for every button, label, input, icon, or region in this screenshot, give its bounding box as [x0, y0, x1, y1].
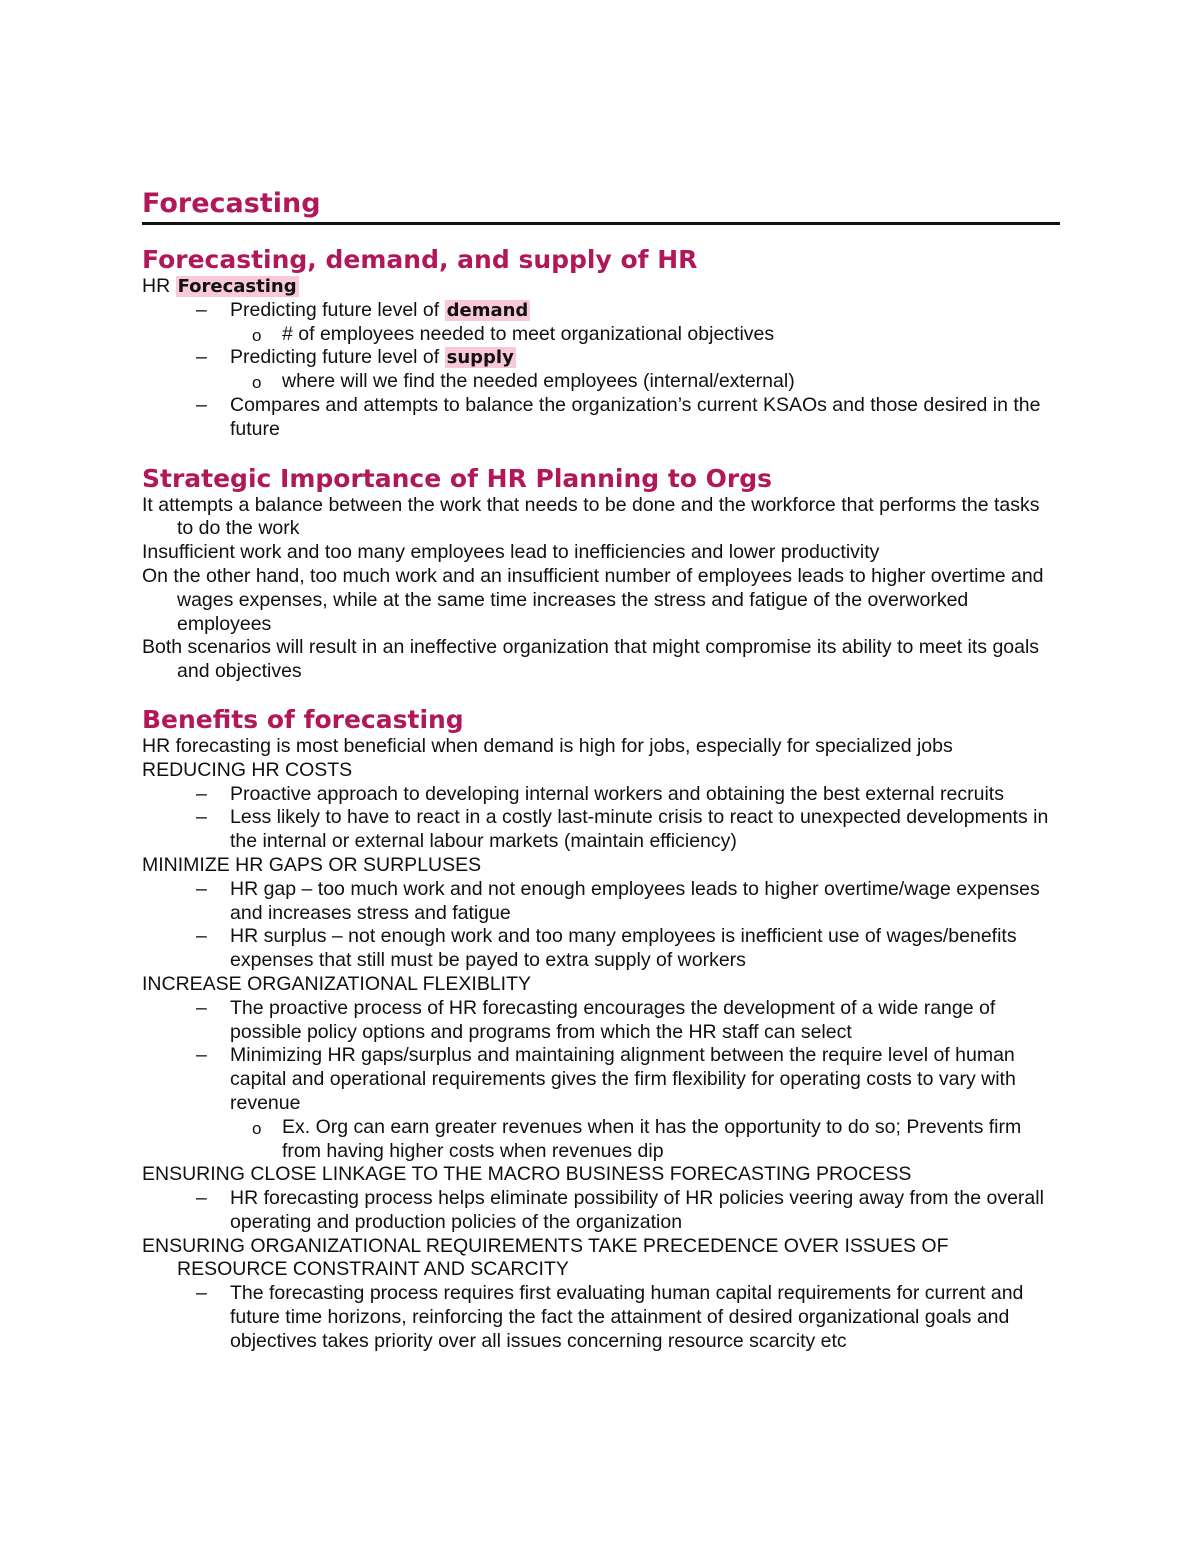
highlight-term-forecasting: Forecasting: [177, 276, 297, 297]
dash-marker: –: [196, 782, 207, 805]
group-label-minimize-gaps: MINIMIZE HR GAPS OR SURPLUSES: [142, 853, 482, 876]
circle-marker: o: [252, 1118, 262, 1138]
dash-marker: –: [196, 925, 207, 948]
intro-line: [142, 275, 1060, 299]
intro-prefix: HR: [142, 275, 176, 297]
dash-marker: –: [196, 877, 207, 900]
bullet-item: [142, 806, 1060, 854]
section-heading-benefits: Benefits of forecasting: [142, 704, 464, 734]
bullet-demand: [142, 299, 1060, 323]
sub-bullet-employees-needed: [142, 323, 1060, 347]
paragraph: It attempts a balance between the work that needs to be done and the workforce that performs the tasks to do the work: [142, 493, 1040, 540]
dash-marker: –: [196, 1044, 207, 1067]
bullet-text: Compares and attempts to balance the organization’s current KSAOs and those desired in the future: [230, 393, 1041, 440]
bullet-text: Minimizing HR gaps/surplus and maintaining alignment between the require level of human capital and operational requirements gives the firm flexibility for operating costs to vary with revenue: [230, 1044, 1016, 1114]
sub-bullet-text: where will we find the needed employees (internal/external): [282, 370, 795, 393]
dash-marker: –: [196, 1187, 207, 1210]
bullet-compares-balance: [142, 394, 1060, 442]
dash-marker: –: [196, 298, 207, 321]
bullet-text: The proactive process of HR forecasting encourages the development of a wide range of possible policy options and programs from which the HR staff can select: [230, 996, 996, 1043]
bullet-item: [142, 1282, 1060, 1353]
bullet-item: [142, 925, 1060, 973]
bullet-text: The forecasting process requires first evaluating human capital requirements for current and future time horizons, reinforcing the fact the attainment of desired organizational goals and objectives takes priority over all issues concerning resource scarcity etc: [230, 1282, 1024, 1352]
dash-marker: –: [196, 1282, 207, 1305]
highlight-term-demand: demand: [446, 299, 529, 321]
bullet-supply: [142, 346, 1060, 370]
group-label-flexibility: INCREASE ORGANIZATIONAL FLEXIBLITY: [142, 972, 532, 995]
dash-marker: –: [196, 996, 207, 1019]
document-title: Forecasting: [142, 188, 1060, 225]
dash-marker: –: [196, 806, 207, 829]
bullet-item: [142, 997, 1060, 1045]
sub-bullet-text: # of employees needed to meet organizational objectives: [282, 322, 775, 345]
sub-bullet-where-find: [142, 370, 1060, 394]
dash-marker: –: [196, 393, 207, 416]
group-label-requirements-precedence: ENSURING ORGANIZATIONAL REQUIREMENTS TAKE PRECEDENCE OVER ISSUES OF RESOURCE CONSTRAINT AND SCARCITY: [142, 1234, 949, 1281]
paragraph: Insufficient work and too many employees lead to inefficiencies and lower productivity: [142, 541, 880, 564]
document-content: [142, 188, 1060, 1354]
bullet-text: HR surplus – not enough work and too many employees is inefficient use of wages/benefits expenses that still must be payed to extra supply of workers: [230, 925, 1017, 972]
bullet-text: HR gap – too much work and not enough employees leads to higher overtime/wage expenses and increases stress and fatigue: [230, 877, 1040, 924]
bullet-text: Less likely to have to react in a costly last-minute crisis to react to unexpected developments in the internal or external labour markets (maintain efficiency): [230, 806, 1049, 853]
bullet-text: HR forecasting process helps eliminate possibility of HR policies veering away from the overall operating and production policies of the organization: [230, 1187, 1044, 1233]
group-label-reducing-costs: REDUCING HR COSTS: [142, 758, 353, 781]
bullet-text: Predicting future level of: [230, 346, 445, 369]
bullet-item: [142, 1187, 1060, 1235]
bullet-item: [142, 783, 1060, 807]
bullet-text: Predicting future level of: [230, 298, 445, 321]
bullet-item: [142, 1044, 1060, 1115]
sub-bullet-text: Ex. Org can earn greater revenues when it has the opportunity to do so; Prevents firm from having higher costs when revenues dip: [282, 1115, 1022, 1162]
bullet-text: Proactive approach to developing internal workers and obtaining the best external recruits: [230, 782, 1004, 805]
benefits-intro: HR forecasting is most beneficial when demand is high for jobs, especially for specialized jobs: [142, 734, 953, 757]
section-heading-forecasting-demand-supply: Forecasting, demand, and supply of HR: [142, 245, 698, 274]
sub-bullet-item: [142, 1116, 1060, 1164]
bullet-item: [142, 878, 1060, 926]
circle-marker: o: [252, 325, 262, 345]
group-label-linkage: ENSURING CLOSE LINKAGE TO THE MACRO BUSINESS FORECASTING PROCESS: [142, 1163, 912, 1186]
paragraph: On the other hand, too much work and an insufficient number of employees leads to higher overtime and wages expenses, while at the same time increases the stress and fatigue of the overworked employees: [142, 564, 1044, 635]
section-heading-strategic-importance: Strategic Importance of HR Planning to Orgs: [142, 463, 773, 493]
paragraph: Both scenarios will result in an ineffective organization that might compromise its ability to meet its goals and objectives: [142, 636, 1040, 683]
circle-marker: o: [252, 373, 262, 393]
dash-marker: –: [196, 346, 207, 369]
highlight-term-supply: supply: [446, 347, 514, 369]
